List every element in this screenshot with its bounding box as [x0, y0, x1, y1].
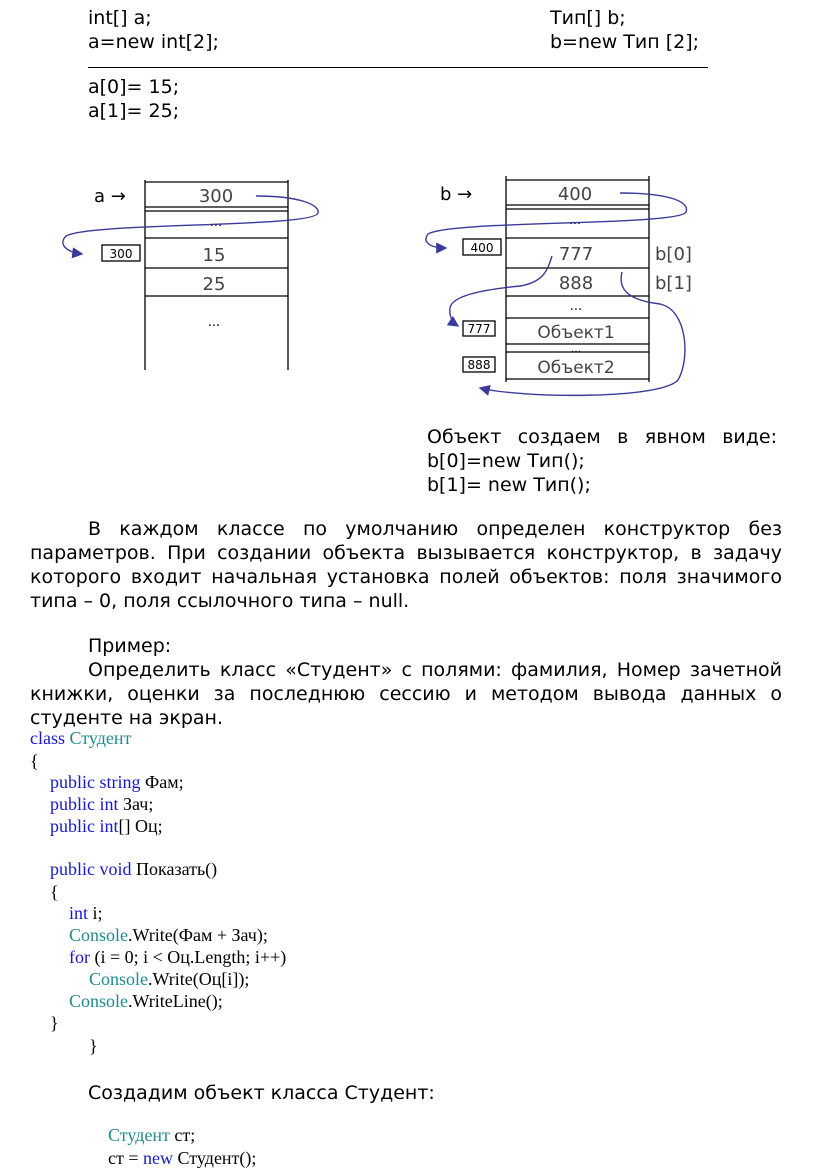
code-line: {: [50, 882, 59, 902]
code-line: a[1]= 25;: [88, 100, 180, 122]
cell-value: 777: [558, 244, 594, 265]
memory-diagram-a: [0, 0, 816, 420]
code-line: b=new Тип [2];: [550, 31, 700, 53]
cell-value: ...: [570, 342, 582, 355]
cell-value: ...: [569, 299, 583, 314]
code-line: public int Зач;: [50, 794, 154, 814]
code-line: public string Фам;: [50, 772, 184, 792]
cell-value: 15: [202, 245, 226, 266]
address-label: 888: [467, 358, 491, 372]
index-label: b[1]: [655, 273, 692, 294]
code-line: Console.WriteLine();: [69, 991, 223, 1011]
var-label-b: b →: [440, 184, 473, 205]
explicit-line: b[1]= new Тип();: [427, 474, 591, 496]
var-label-a: a →: [94, 186, 126, 207]
code-line: class Студент: [30, 728, 132, 748]
code-line: for (i = 0; i < Оц.Length; i++): [69, 947, 287, 967]
cell-value: ...: [207, 315, 221, 330]
explicit-line: Объект создаем в явном виде:: [427, 426, 777, 448]
cell-value: ...: [568, 213, 582, 228]
address-label: 777: [467, 322, 491, 336]
create-label: Создадим объект класса Студент:: [88, 1082, 435, 1104]
code-line: a[0]= 15;: [88, 76, 180, 98]
index-label: b[0]: [655, 244, 692, 265]
code-line: }: [50, 1013, 59, 1033]
example-label: Пример:: [88, 635, 172, 657]
cell-value: ...: [209, 215, 223, 230]
code-line: }: [89, 1036, 98, 1056]
code-line: Console.Write(Фам + Зач);: [69, 925, 268, 945]
cell-value: 400: [557, 184, 593, 205]
code-line: int[] a;: [88, 7, 152, 29]
code-line: public int[] Оц;: [50, 816, 163, 836]
code-line: public void Показать(): [50, 859, 218, 879]
code-line: Тип[] b;: [550, 7, 626, 29]
code-line: ст = new Студент();: [108, 1148, 257, 1168]
cell-value: 300: [198, 186, 234, 207]
code-line: Студент ст;: [108, 1125, 196, 1145]
pointer-arrow: [450, 256, 552, 326]
code-line: {: [30, 751, 39, 771]
cell-value: 25: [202, 274, 226, 295]
code-line: a=new int[2];: [88, 31, 219, 53]
cell-value: Объект2: [537, 358, 615, 378]
code-line: int i;: [69, 903, 103, 923]
code-line: Console.Write(Оц[i]);: [89, 969, 250, 989]
paragraph: Определить класс «Студент» с полями: фамилия, Номер зачетной книжки, оценки за последнюю сессию и методом вывода данных о студенте на экран.: [30, 659, 782, 729]
cell-value: Объект1: [537, 323, 615, 343]
explicit-line: b[0]=new Тип();: [427, 450, 585, 472]
paragraph: В каждом классе по умолчанию определен конструктор без параметров. При создании объекта вызывается конструктор, в задачу которого входит начальная установка полей объектов: поля значимого типа – 0, поля ссылочного типа – null.: [30, 518, 782, 612]
address-label: 300: [109, 247, 133, 261]
address-label: 400: [470, 241, 494, 255]
cell-value: 888: [558, 273, 594, 294]
